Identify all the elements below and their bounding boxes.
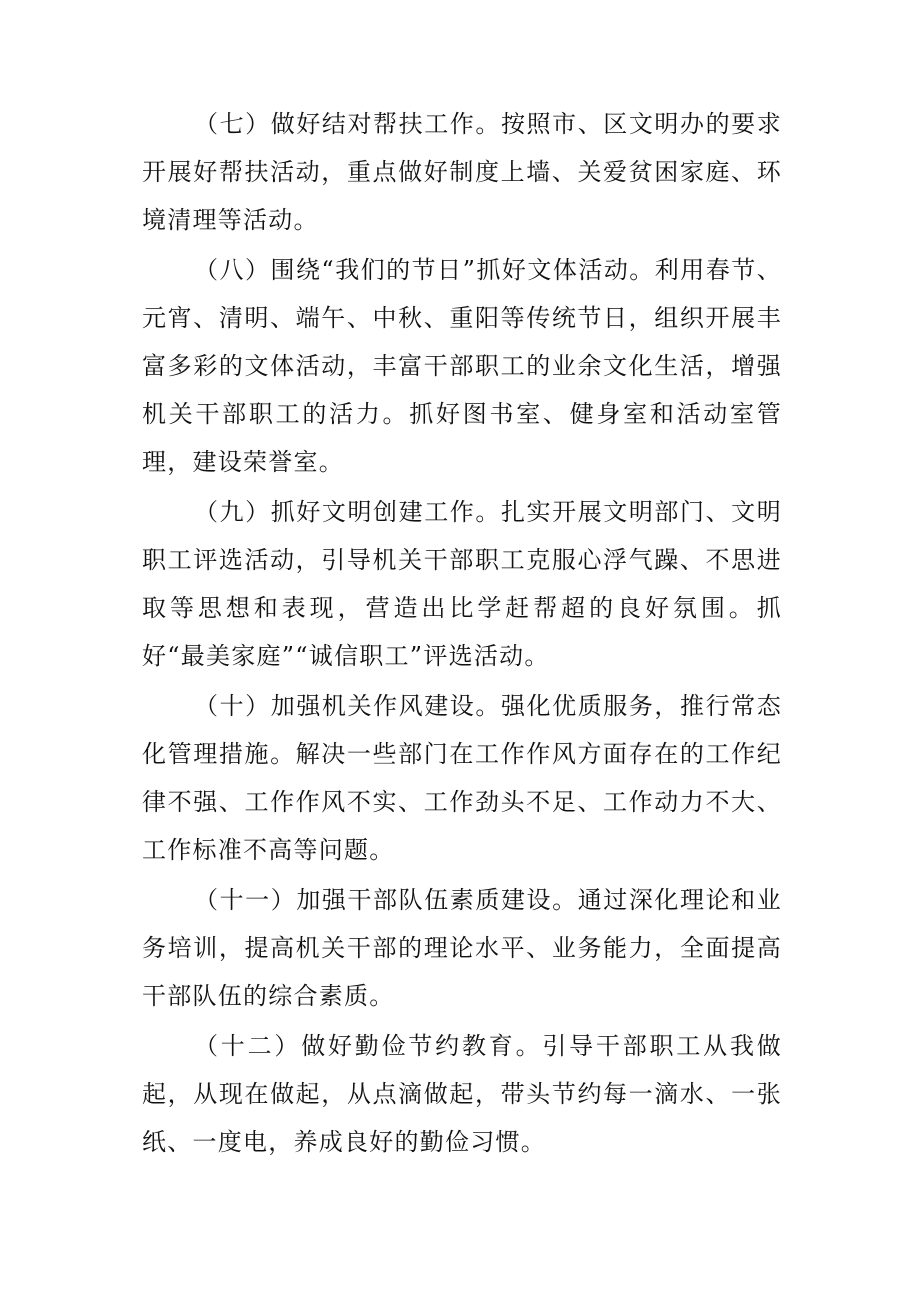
paragraph-12-thrift-education: （十二）做好勤俭节约教育。引导干部职工从我做起，从现在做起，从点滴做起，带头节约每一滴水、一张纸、一度电，养成良好的勤俭习惯。: [142, 1032, 782, 1156]
paragraph-9-civilization-building: （九）抓好文明创建工作。扎实开展文明部门、文明职工评选活动，引导机关干部职工克服心浮气躁、不思进取等思想和表现，营造出比学赶帮超的良好氛围。抓好“最美家庭”“诚信职工”评选活动。: [142, 498, 782, 670]
paragraph-11-cadre-quality: （十一）加强干部队伍素质建设。通过深化理论和业务培训，提高机关干部的理论水平、业务能力，全面提高干部队伍的综合素质。: [142, 886, 782, 1010]
paragraph-10-work-style: （十）加强机关作风建设。强化优质服务，推行常态化管理措施。解决一些部门在工作作风方面存在的工作纪律不强、工作作风不实、工作劲头不足、工作动力不大、工作标准不高等问题。: [142, 692, 782, 864]
paragraph-7-pairing-assistance: （七）做好结对帮扶工作。按照市、区文明办的要求开展好帮扶活动，重点做好制度上墙、关爱贫困家庭、环境清理等活动。: [142, 110, 782, 234]
paragraph-8-festival-activities: （八）围绕“我们的节日”抓好文体活动。利用春节、元宵、清明、端午、中秋、重阳等传统节日，组织开展丰富多彩的文体活动，丰富干部职工的业余文化生活，增强机关干部职工的活力。抓好图书室、健身室和活动室管理，建设荣誉室。: [142, 256, 782, 476]
document-body: [142, 100, 782, 1168]
